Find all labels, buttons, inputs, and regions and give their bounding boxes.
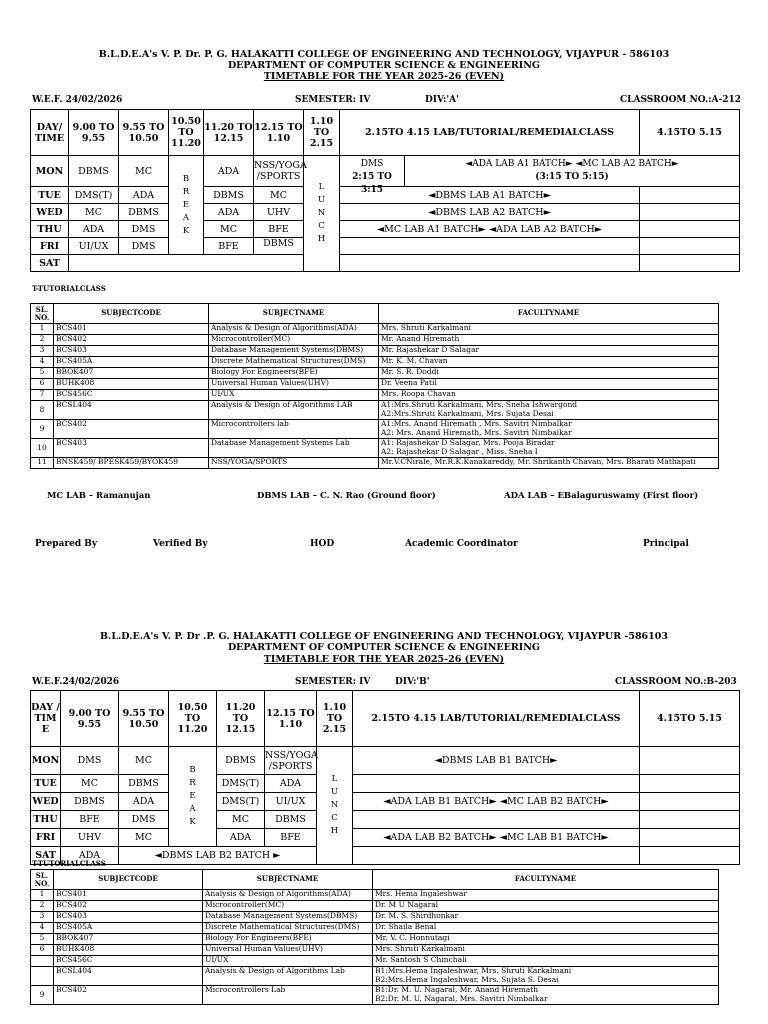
principal: Principal: [643, 539, 689, 549]
subject-sl: 10: [31, 439, 54, 458]
faculty-line: Mr. V. C. Honnutagi: [375, 933, 450, 942]
cell: BFE: [265, 829, 317, 847]
cell: UHV: [254, 204, 304, 221]
day-tue: TUE: [31, 775, 61, 793]
mon-lab-time-2: (3:15 TO 5:15): [535, 172, 609, 182]
cell: ADA: [119, 793, 169, 811]
faculty-line: Mrs. Roopa Chavan: [381, 389, 456, 398]
subject-sl: 1: [31, 890, 54, 901]
cell: [640, 847, 740, 865]
cell: DMS: [119, 238, 169, 255]
subject-name: NSS/YOGA/SPORTS: [209, 458, 379, 469]
faculty-line: Mrs. Shruti Karkalmani: [381, 323, 471, 332]
tutorial-note-b: T-TUTORIALCLASS: [32, 859, 106, 868]
day-sat: SAT: [31, 847, 61, 865]
col-sl: SL. NO.: [31, 870, 54, 890]
cell: [640, 747, 740, 775]
subject-row: [31, 934, 719, 945]
subject-sl: 3: [31, 346, 54, 357]
cell: [640, 829, 740, 847]
cell: DMS(T): [217, 793, 265, 811]
subject-code: BCS456C: [54, 956, 203, 967]
header-slot-4: 11.20 TO 12.15: [217, 691, 265, 747]
subject-faculty: [379, 458, 719, 469]
day-tue: TUE: [31, 187, 69, 204]
subject-faculty: [379, 390, 719, 401]
faculty-line: A1: Rajashekar D Salagar, Mrs. Pooja Biradar: [381, 438, 555, 447]
subject-row: [31, 986, 719, 1005]
subject-row: [31, 890, 719, 901]
subject-name: Database Management Systems(DBMS): [203, 912, 373, 923]
subject-code: BCS402: [54, 335, 209, 346]
college-name-b: B.L.D.E.A's V. P. Dr .P. G. HALAKATTI COLLEGE OF ENGINEERING AND TECHNOLOGY, VIJAYPUR -586103: [99, 631, 668, 642]
mon-lab: ◄DBMS LAB B1 BATCH►: [353, 747, 640, 775]
faculty-line: Mr. Anand Hiremath: [381, 334, 460, 343]
header-slot-6: 1.10 TO 2.15: [317, 691, 353, 747]
signatures: [0, 539, 768, 551]
break-column: B R E A K: [169, 156, 204, 255]
subject-code: BCS402: [54, 901, 203, 912]
subject-code: BCS403: [54, 346, 209, 357]
tutorial-note-a: T-TUTORIALCLASS: [32, 284, 106, 293]
subject-sl: 2: [31, 901, 54, 912]
cell: [69, 255, 304, 272]
cell: MC: [254, 187, 304, 204]
subject-code: BBOK407: [54, 934, 203, 945]
subject-code: BCS402: [54, 420, 209, 439]
subject-faculty: [373, 923, 719, 934]
cell: MC: [69, 204, 119, 221]
faculty-line: Dr. M U Nagaral: [375, 900, 439, 909]
cell: [353, 775, 640, 793]
subject-sl: 9: [31, 420, 54, 439]
cell: BFE: [254, 221, 304, 238]
subject-name: Analysis & Design of Algorithms LAB: [209, 401, 379, 420]
subject-sl: 4: [31, 357, 54, 368]
faculty-line: B1:Mrs.Hema Ingaleshwar, Mrs. Shruti Karkalmani: [375, 966, 572, 975]
semester-b: SEMESTER: IV: [295, 677, 371, 687]
subject-faculty: [379, 357, 719, 368]
day-mon: MON: [31, 747, 61, 775]
col-faculty: FACULTYNAME: [373, 870, 719, 890]
header-slot-5: 12.15 TO 1.10: [254, 110, 304, 156]
subject-faculty: [379, 439, 719, 458]
day-fri: FRI: [31, 238, 69, 255]
subject-name: UI/UX: [209, 390, 379, 401]
cell: ADA: [217, 829, 265, 847]
cell: MC: [119, 156, 169, 187]
mc-lab-location: MC LAB – Ramanujan: [47, 491, 151, 501]
fri-lab: ◄ADA LAB B2 BATCH► ◄MC LAB B1 BATCH►: [353, 829, 640, 847]
subject-name: Discrete Mathematical Structures(DMS): [203, 923, 373, 934]
academic-coordinator: Academic Coordinator: [405, 539, 518, 549]
faculty-line: A1:Mrs. Anand Hiremath , Mrs. Savitri Nimbalkar: [381, 419, 572, 428]
subject-faculty: [373, 967, 719, 986]
cell: DBMS: [204, 187, 254, 204]
department-a: DEPARTMENT OF COMPUTER SCIENCE & ENGINEERING: [227, 60, 541, 71]
col-faculty: FACULTYNAME: [379, 304, 719, 324]
cell: DBMS: [217, 747, 265, 775]
faculty-line: Dr. Shaila Benal: [375, 922, 437, 931]
day-wed: WED: [31, 793, 61, 811]
header-slot-6: 1.10 TO 2.15: [304, 110, 340, 156]
subject-code: BCS405A: [54, 357, 209, 368]
cell: DMS: [61, 747, 119, 775]
semester-a: SEMESTER: IV: [295, 95, 371, 105]
subject-name: Universal Human Values(UHV): [209, 379, 379, 390]
hod: HOD: [310, 539, 335, 549]
timetable-title-a: TIMETABLE FOR THE YEAR 2025-26 (EVEN): [263, 71, 505, 82]
cell: ADA: [265, 775, 317, 793]
thu-lab: ◄MC LAB A1 BATCH► ◄ADA LAB A2 BATCH►: [340, 221, 640, 238]
subject-row: [31, 439, 719, 458]
day-mon: MON: [31, 156, 69, 187]
subject-sl: 7: [31, 390, 54, 401]
cell: NSS/YOGA /SPORTS: [265, 747, 317, 775]
cell: ADA: [61, 847, 119, 865]
faculty-line: A2: Rajashekar D Salagar , Miss. Sneha I: [381, 446, 538, 456]
day-wed: WED: [31, 204, 69, 221]
subject-row: [31, 401, 719, 420]
subject-row: [31, 335, 719, 346]
subject-code: BUHK408: [54, 379, 209, 390]
faculty-line: Dr. M. S. Shirdhonkar: [375, 911, 459, 920]
cell: DBMS: [254, 238, 304, 255]
cell: [640, 204, 740, 221]
subject-sl: 11: [31, 458, 54, 469]
faculty-line: A2: Mrs. Anand Hiremath, Mrs. Savitri Nimbalkar: [381, 427, 572, 437]
cell: DMS(T): [217, 775, 265, 793]
cell: ADA: [204, 156, 254, 187]
cell: [640, 255, 740, 272]
header-slot-2: 9.55 TO 10.50: [119, 691, 169, 747]
lunch-column: L U N C H: [317, 747, 353, 865]
cell: DMS: [119, 221, 169, 238]
faculty-line: Dr. Veena Patil: [381, 378, 437, 387]
cell: MC: [119, 747, 169, 775]
cell: MC: [61, 775, 119, 793]
subject-table-b: [30, 869, 719, 1005]
subject-faculty: [379, 368, 719, 379]
cell: [640, 187, 740, 204]
header-slot-1: 9.00 TO 9.55: [61, 691, 119, 747]
subject-sl: 5: [31, 934, 54, 945]
subject-faculty: [373, 945, 719, 956]
cell: DMS: [119, 811, 169, 829]
cell: DBMS: [119, 204, 169, 221]
cell: [640, 238, 740, 255]
subject-faculty: [373, 912, 719, 923]
subject-faculty: [379, 379, 719, 390]
division-b: DIV:'B': [395, 677, 430, 687]
subject-sl: 8: [31, 401, 54, 420]
faculty-line: Mr. K. M. Chavan: [381, 356, 448, 365]
cell: MC: [119, 829, 169, 847]
subject-row: [31, 967, 719, 986]
header-slot-5: 12.15 TO 1.10: [265, 691, 317, 747]
faculty-line: A1:Mrs.Shruti Karkalmani, Mrs. Sneha Ishwargond: [381, 400, 578, 409]
subject-name: Microcontroller(MC): [209, 335, 379, 346]
subject-code: BCS403: [54, 439, 209, 458]
lunch-column: L U N C H: [304, 156, 340, 272]
faculty-line: Mr. Rajashekar D Salagar: [381, 345, 480, 354]
break-column: B R E A K: [169, 747, 217, 847]
subject-name: Database Management Systems(DBMS): [209, 346, 379, 357]
subject-sl: 9: [31, 986, 54, 1005]
subject-sl: [31, 956, 54, 967]
cell: [640, 793, 740, 811]
subject-code: BUHK408: [54, 945, 203, 956]
subject-name: Biology For Engineers(BFE): [203, 934, 373, 945]
cell: [340, 238, 640, 255]
subject-name: Microcontrollers Lab: [203, 986, 373, 1005]
cell: DBMS: [265, 811, 317, 829]
faculty-line: B1:Dr. M. U. Nagaral, Mr. Anand Hiremath: [375, 985, 539, 994]
header-slot-2: 9.55 TO 10.50: [119, 110, 169, 156]
subject-name: UI/UX: [203, 956, 373, 967]
subject-sl: 3: [31, 912, 54, 923]
subject-name: Discrete Mathematical Structures(DMS): [209, 357, 379, 368]
timetable-b: [30, 690, 740, 865]
subject-name: Microcontroller(MC): [203, 901, 373, 912]
cell: UI/UX: [69, 238, 119, 255]
header-last: 4.15TO 5.15: [640, 110, 740, 156]
cell: BFE: [204, 238, 254, 255]
cell: [640, 775, 740, 793]
subject-faculty: [373, 890, 719, 901]
day-thu: THU: [31, 221, 69, 238]
subject-row: [31, 346, 719, 357]
cell: DBMS: [69, 156, 119, 187]
cell: MC: [204, 221, 254, 238]
prepared-by: Prepared By: [35, 539, 98, 549]
subject-row: [31, 324, 719, 335]
cell: DMS(T): [69, 187, 119, 204]
timetable-a: [30, 109, 740, 272]
faculty-line: B2:Dr. M. U. Nagaral, Mrs. Savitri Nimbalkar: [375, 993, 548, 1003]
header-slot-1: 9.00 TO 9.55: [69, 110, 119, 156]
subject-faculty: [373, 934, 719, 945]
subject-sl: [31, 967, 54, 986]
subject-sl: 6: [31, 945, 54, 956]
header-day: DAY / TIM E: [31, 691, 61, 747]
subject-name: Analysis & Design of Algorithms(ADA): [203, 890, 373, 901]
subject-name: Microcontrollers lab: [209, 420, 379, 439]
col-code: SUBJECTCODE: [54, 304, 209, 324]
wef-date-a: W.E.F. 24/02/2026: [32, 95, 123, 105]
cell: ADA: [119, 187, 169, 204]
classroom-a: CLASSROOM NO.:A-212: [620, 95, 742, 105]
faculty-line: A2:Mrs.Shruti Karkalmani, Mrs. Sujata Desai: [381, 408, 554, 418]
wed-lab: ◄DBMS LAB A2 BATCH►: [340, 204, 640, 221]
meta-row-b: [30, 677, 742, 689]
cell: ADA: [204, 204, 254, 221]
meta-row-a: [30, 95, 742, 107]
sat-lab: ◄DBMS LAB B2 BATCH ►: [119, 847, 317, 865]
subject-name: Biology For Engineers(BFE): [209, 368, 379, 379]
subject-code: BCS401: [54, 324, 209, 335]
cell: [640, 221, 740, 238]
wed-lab: ◄ADA LAB B1 BATCH► ◄MC LAB B2 BATCH►: [353, 793, 640, 811]
subject-code: BCS401: [54, 890, 203, 901]
subject-name: Analysis & Design of Algorithms Lab: [203, 967, 373, 986]
col-sl: SL. NO.: [31, 304, 54, 324]
verified-by: Verified By: [153, 539, 208, 549]
subject-code: BCSL404: [54, 967, 203, 986]
department-b: DEPARTMENT OF COMPUTER SCIENCE & ENGINEERING: [227, 642, 541, 653]
cell: MC: [217, 811, 265, 829]
subject-row: [31, 368, 719, 379]
subject-code: BCS402: [54, 986, 203, 1005]
timetable-title-b: TIMETABLE FOR THE YEAR 2025-26 (EVEN): [263, 654, 505, 665]
subject-name: Universal Human Values(UHV): [203, 945, 373, 956]
cell: NSS/YOGA /SPORTS: [254, 156, 304, 187]
wef-date-b: W.E.F.24/02/2026: [32, 677, 120, 687]
subject-row: [31, 923, 719, 934]
cell: [340, 255, 640, 272]
cell: UHV: [61, 829, 119, 847]
cell: [353, 847, 640, 865]
subject-row: [31, 379, 719, 390]
subject-faculty: [379, 401, 719, 420]
subject-code: BCS405A: [54, 923, 203, 934]
subject-code: BCSL404: [54, 401, 209, 420]
subject-faculty: [373, 956, 719, 967]
col-name: SUBJECTNAME: [203, 870, 373, 890]
division-a: DIV:'A': [425, 95, 459, 105]
header-last: 4.15TO 5.15: [640, 691, 740, 747]
faculty-line: Mrs. Shruti Karkalmani: [375, 944, 465, 953]
subject-row: [31, 901, 719, 912]
subject-faculty: [379, 324, 719, 335]
faculty-line: Mr. Santosh S Chinchali: [375, 955, 467, 964]
header-lab: 2.15TO 4.15 LAB/TUTORIAL/REMEDIALCLASS: [353, 691, 640, 747]
subject-sl: 6: [31, 379, 54, 390]
cell: [353, 811, 640, 829]
day-sat: SAT: [31, 255, 69, 272]
college-name-a: B.L.D.E.A's V. P. Dr. P. G. HALAKATTI COLLEGE OF ENGINEERING AND TECHNOLOGY, VIJAYPUR - 586103: [98, 49, 670, 60]
subject-code: BBOK407: [54, 368, 209, 379]
subject-row: [31, 458, 719, 469]
subject-code: BCS403: [54, 912, 203, 923]
faculty-line: Mr.V.CNirale, Mr.R.K.Kanakareddy, Mr. Shrikanth Chavan, Mrs. Bharati Mathapati: [381, 457, 696, 466]
subject-faculty: [373, 986, 719, 1005]
subject-table-a: [30, 303, 719, 469]
header-slot-4: 11.20 TO 12.15: [204, 110, 254, 156]
tue-lab: ◄DBMS LAB A1 BATCH►: [340, 187, 640, 204]
subject-sl: 4: [31, 923, 54, 934]
subject-row: [31, 420, 719, 439]
lab-locations-a: [47, 491, 747, 503]
subject-sl: 1: [31, 324, 54, 335]
col-name: SUBJECTNAME: [209, 304, 379, 324]
subject-name: Analysis & Design of Algorithms(ADA): [209, 324, 379, 335]
subject-sl: 2: [31, 335, 54, 346]
subject-name: Database Management Systems Lab: [209, 439, 379, 458]
dbms-lab-location: DBMS LAB – C. N. Rao (Ground floor): [257, 491, 436, 501]
cell: BFE: [61, 811, 119, 829]
faculty-line: Mr. S. R. Doddi: [381, 367, 439, 376]
header-day: DAY/ TIME: [31, 110, 69, 156]
subject-sl: 5: [31, 368, 54, 379]
subject-faculty: [379, 420, 719, 439]
subject-row: [31, 390, 719, 401]
header-slot-3: 10.50 TO 11.20: [169, 691, 217, 747]
header-slot-3: 10.50 TO 11.20: [169, 110, 204, 156]
cell: [640, 811, 740, 829]
ada-lab-location: ADA LAB – EBalaguruswamy (First floor): [504, 491, 699, 501]
faculty-line: B2:Mrs.Hema Ingaleshwar, Mrs. Sujata S. Desai: [375, 974, 559, 984]
subject-faculty: [379, 335, 719, 346]
faculty-line: Mrs. Hema Ingaleshwar: [375, 889, 467, 898]
subject-faculty: [379, 346, 719, 357]
cell: DBMS: [119, 775, 169, 793]
day-thu: THU: [31, 811, 61, 829]
subject-row: [31, 912, 719, 923]
subject-row: [31, 956, 719, 967]
subject-code: BNSK459/ BPESK459/BYOK459: [54, 458, 209, 469]
mon-lab-batches: ◄ADA LAB A1 BATCH► ◄MC LAB A2 BATCH►: [465, 159, 679, 169]
mon-lab-dms: DMS: [360, 159, 384, 169]
mon-lab-time: 2:15 TO 3:15: [352, 172, 392, 195]
cell: ADA: [69, 221, 119, 238]
subject-faculty: [373, 901, 719, 912]
cell: UI/UX: [265, 793, 317, 811]
cell: DBMS: [61, 793, 119, 811]
subject-code: BCS456C: [54, 390, 209, 401]
col-code: SUBJECTCODE: [54, 870, 203, 890]
classroom-b: CLASSROOM NO.:B-203: [615, 677, 737, 687]
day-fri: FRI: [31, 829, 61, 847]
subject-row: [31, 357, 719, 368]
subject-row: [31, 945, 719, 956]
header-lab: 2.15TO 4.15 LAB/TUTORIAL/REMEDIALCLASS: [340, 110, 640, 156]
